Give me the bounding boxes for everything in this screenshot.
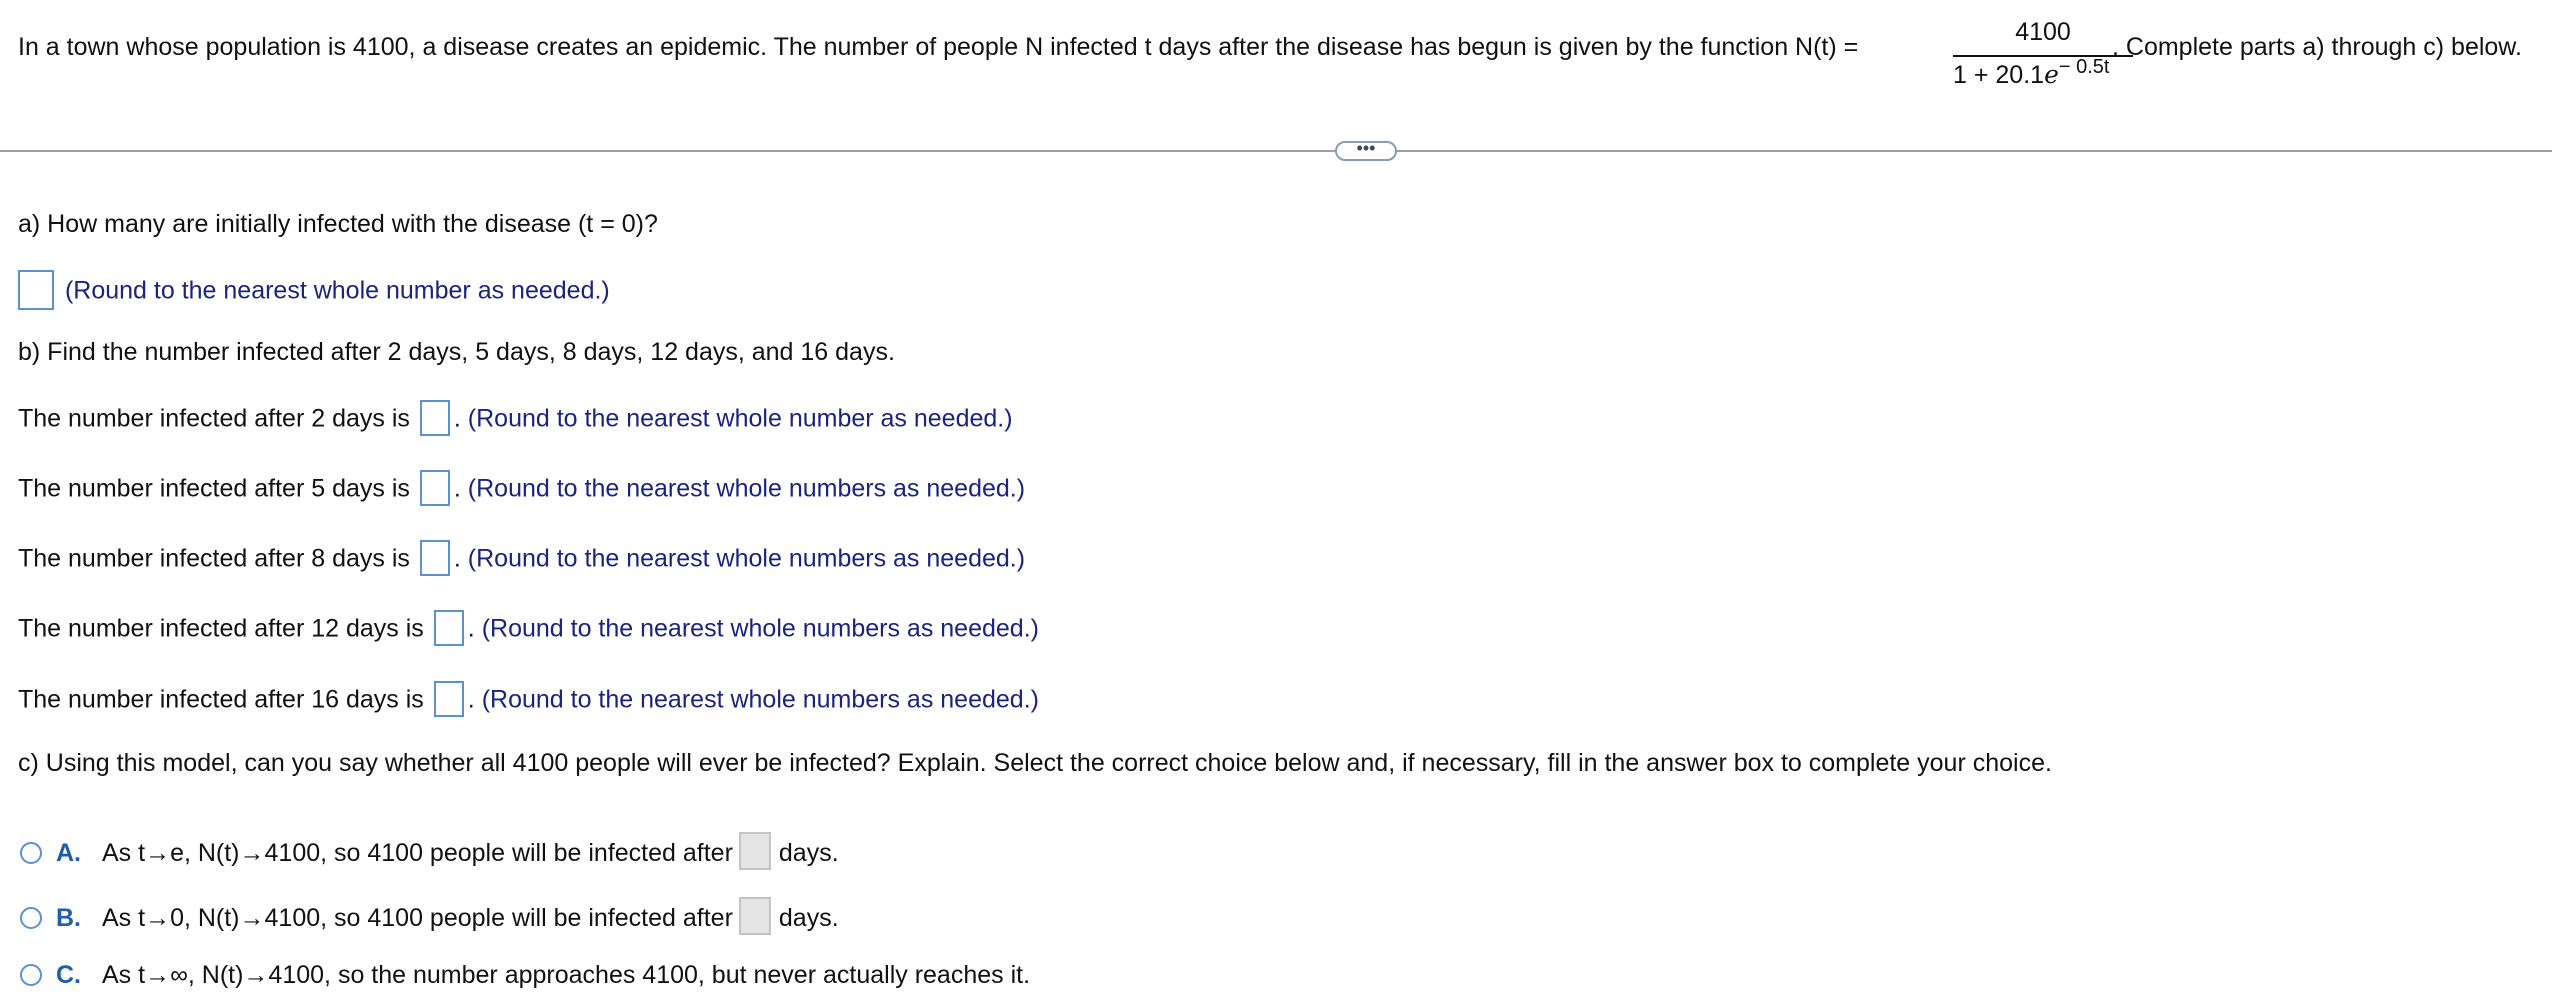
part-a-hint: (Round to the nearest whole number as needed.) <box>64 276 610 305</box>
denominator-base: 1 + 20.1 <box>1953 61 2045 89</box>
choice-text: As t→∞, N(t)→4100, so the number approaches 4100, but never actually reaches it. <box>102 961 1031 989</box>
row-period: . <box>467 685 475 714</box>
row-period: . <box>467 614 475 643</box>
part-b-row-prefix: The number infected after 5 days is <box>18 474 410 503</box>
part-b-row-8-days <box>18 542 1025 578</box>
radio-button-c[interactable] <box>20 964 42 986</box>
fraction-numerator: 4100 <box>2015 18 2071 46</box>
part-b-row-prefix: The number infected after 8 days is <box>18 544 410 573</box>
part-b-row-12-days <box>18 612 1039 648</box>
choice-letter: A. <box>56 839 81 867</box>
denominator-e: e <box>2044 60 2059 89</box>
choice-suffix: days. <box>778 904 839 932</box>
part-b-row-hint: (Round to the nearest whole numbers as needed.) <box>481 614 1039 643</box>
choice-text: As t→0, N(t)→4100, so 4100 people will be infected after <box>102 904 733 932</box>
part-b-row-hint: (Round to the nearest whole numbers as needed.) <box>467 544 1026 573</box>
answer-input-8-days[interactable] <box>420 540 450 576</box>
radio-button-a[interactable] <box>20 842 42 864</box>
radio-button-b[interactable] <box>20 907 42 929</box>
part-b-row-hint: (Round to the nearest whole numbers as needed.) <box>467 474 1026 503</box>
choice-suffix: days. <box>778 839 839 867</box>
answer-input-5-days[interactable] <box>420 470 450 506</box>
part-b-question: b) Find the number infected after 2 days, 5 days, 8 days, 12 days, and 16 days. <box>18 338 895 366</box>
part-b-row-prefix: The number infected after 12 days is <box>18 614 424 643</box>
choice-c[interactable] <box>20 960 1030 990</box>
part-b-row-5-days <box>18 472 1025 508</box>
row-period: . <box>453 544 461 573</box>
choice-letter: B. <box>56 904 81 932</box>
part-a-question: a) How many are initially infected with the disease (t = 0)? <box>18 210 658 238</box>
fraction-denominator <box>1953 56 2133 89</box>
stem-text-before: In a town whose population is 4100, a disease creates an epidemic. The number of people N infected t days after the disease has begun is given by the function N(t) = <box>18 33 1859 61</box>
row-period: . <box>453 474 461 503</box>
choice-b-days-input[interactable] <box>739 897 771 935</box>
row-period: . <box>453 404 461 433</box>
part-c-question: c) Using this model, can you say whether all 4100 people will ever be infected? Explain. Select the correct choice below and, if necessary, fill in the answer box to complete your choice. <box>18 749 2052 777</box>
choice-a[interactable] <box>20 834 839 872</box>
part-b-row-2-days <box>18 402 1013 438</box>
part-b-row-hint: (Round to the nearest whole numbers as needed.) <box>481 685 1039 714</box>
answer-input-12-days[interactable] <box>434 610 464 646</box>
part-b-row-prefix: The number infected after 2 days is <box>18 404 410 433</box>
part-b-row-16-days <box>18 683 1039 719</box>
choice-b[interactable] <box>20 899 839 937</box>
problem-stem <box>18 20 2538 92</box>
part-b-row-prefix: The number infected after 16 days is <box>18 685 424 714</box>
denominator-exponent: − 0.5t <box>2058 56 2110 78</box>
answer-input-16-days[interactable] <box>434 681 464 717</box>
choice-letter: C. <box>56 961 81 989</box>
more-options-button[interactable]: ••• <box>1335 141 1397 161</box>
part-b-row-hint: (Round to the nearest whole number as needed.) <box>467 404 1013 433</box>
stem-text-after: . Complete parts a) through c) below. <box>2112 33 2522 61</box>
section-divider <box>0 150 2552 152</box>
part-a-answer-input[interactable] <box>18 270 54 310</box>
part-a-answer-row <box>18 272 610 312</box>
choice-text: As t→e, N(t)→4100, so 4100 people will be infected after <box>102 839 733 867</box>
choice-a-days-input[interactable] <box>739 832 771 870</box>
answer-input-2-days[interactable] <box>420 400 450 436</box>
